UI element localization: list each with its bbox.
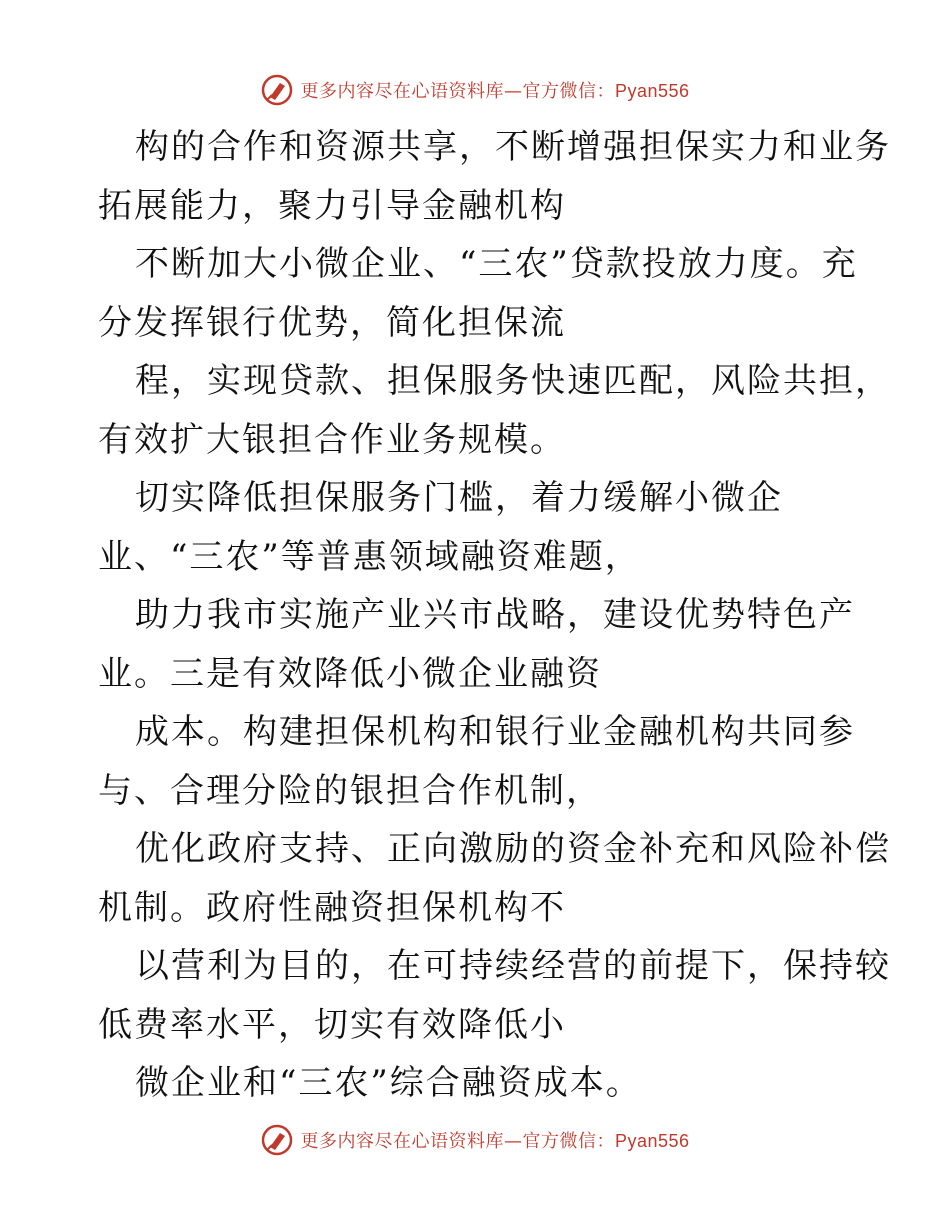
footer-watermark (0, 1120, 950, 1160)
text-line: 以营利为目的，在可持续经营的前提下，保持较 (135, 946, 891, 986)
text-line: 机制。政府性融资担保机构不 (98, 887, 566, 928)
header-watermark (0, 70, 950, 110)
watermark-text: 更多内容尽在心语资料库—官方微信：Pyan556 (300, 1131, 690, 1152)
pen-nib-circle-icon (260, 73, 294, 107)
watermark-text: 更多内容尽在心语资料库—官方微信：Pyan556 (300, 81, 690, 102)
text-line: 分发挥银行优势，简化担保流 (98, 302, 566, 343)
document-body (98, 118, 891, 1113)
text-line: 与、合理分险的银担合作机制， (98, 770, 602, 811)
text-line: 不断加大小微企业、“三农”贷款投放力度。充 (135, 244, 858, 284)
text-line: 构的合作和资源共享，不断增强担保实力和业务 (135, 127, 891, 167)
pen-nib-circle-icon (260, 1123, 294, 1157)
text-line: 助力我市实施产业兴市战略，建设优势特色产 (135, 595, 855, 635)
text-line: 优化政府支持、正向激励的资金补充和风险补偿 (135, 829, 891, 869)
text-line: 成本。构建担保机构和银行业金融机构共同参 (135, 712, 855, 752)
text-line: 低费率水平，切实有效降低小 (98, 1004, 566, 1045)
text-line: 业、“三农”等普惠领域融资难题， (98, 536, 641, 577)
text-line: 切实降低担保服务门槛，着力缓解小微企 (135, 478, 783, 518)
text-line: 程，实现贷款、担保服务快速匹配，风险共担， (135, 361, 891, 401)
text-line: 有效扩大银担合作业务规模。 (98, 419, 566, 460)
text-line: 拓展能力，聚力引导金融机构 (98, 185, 566, 226)
text-line: 微企业和“三农”综合融资成本。 (135, 1063, 642, 1103)
text-line: 业。三是有效降低小微企业融资 (98, 653, 602, 694)
